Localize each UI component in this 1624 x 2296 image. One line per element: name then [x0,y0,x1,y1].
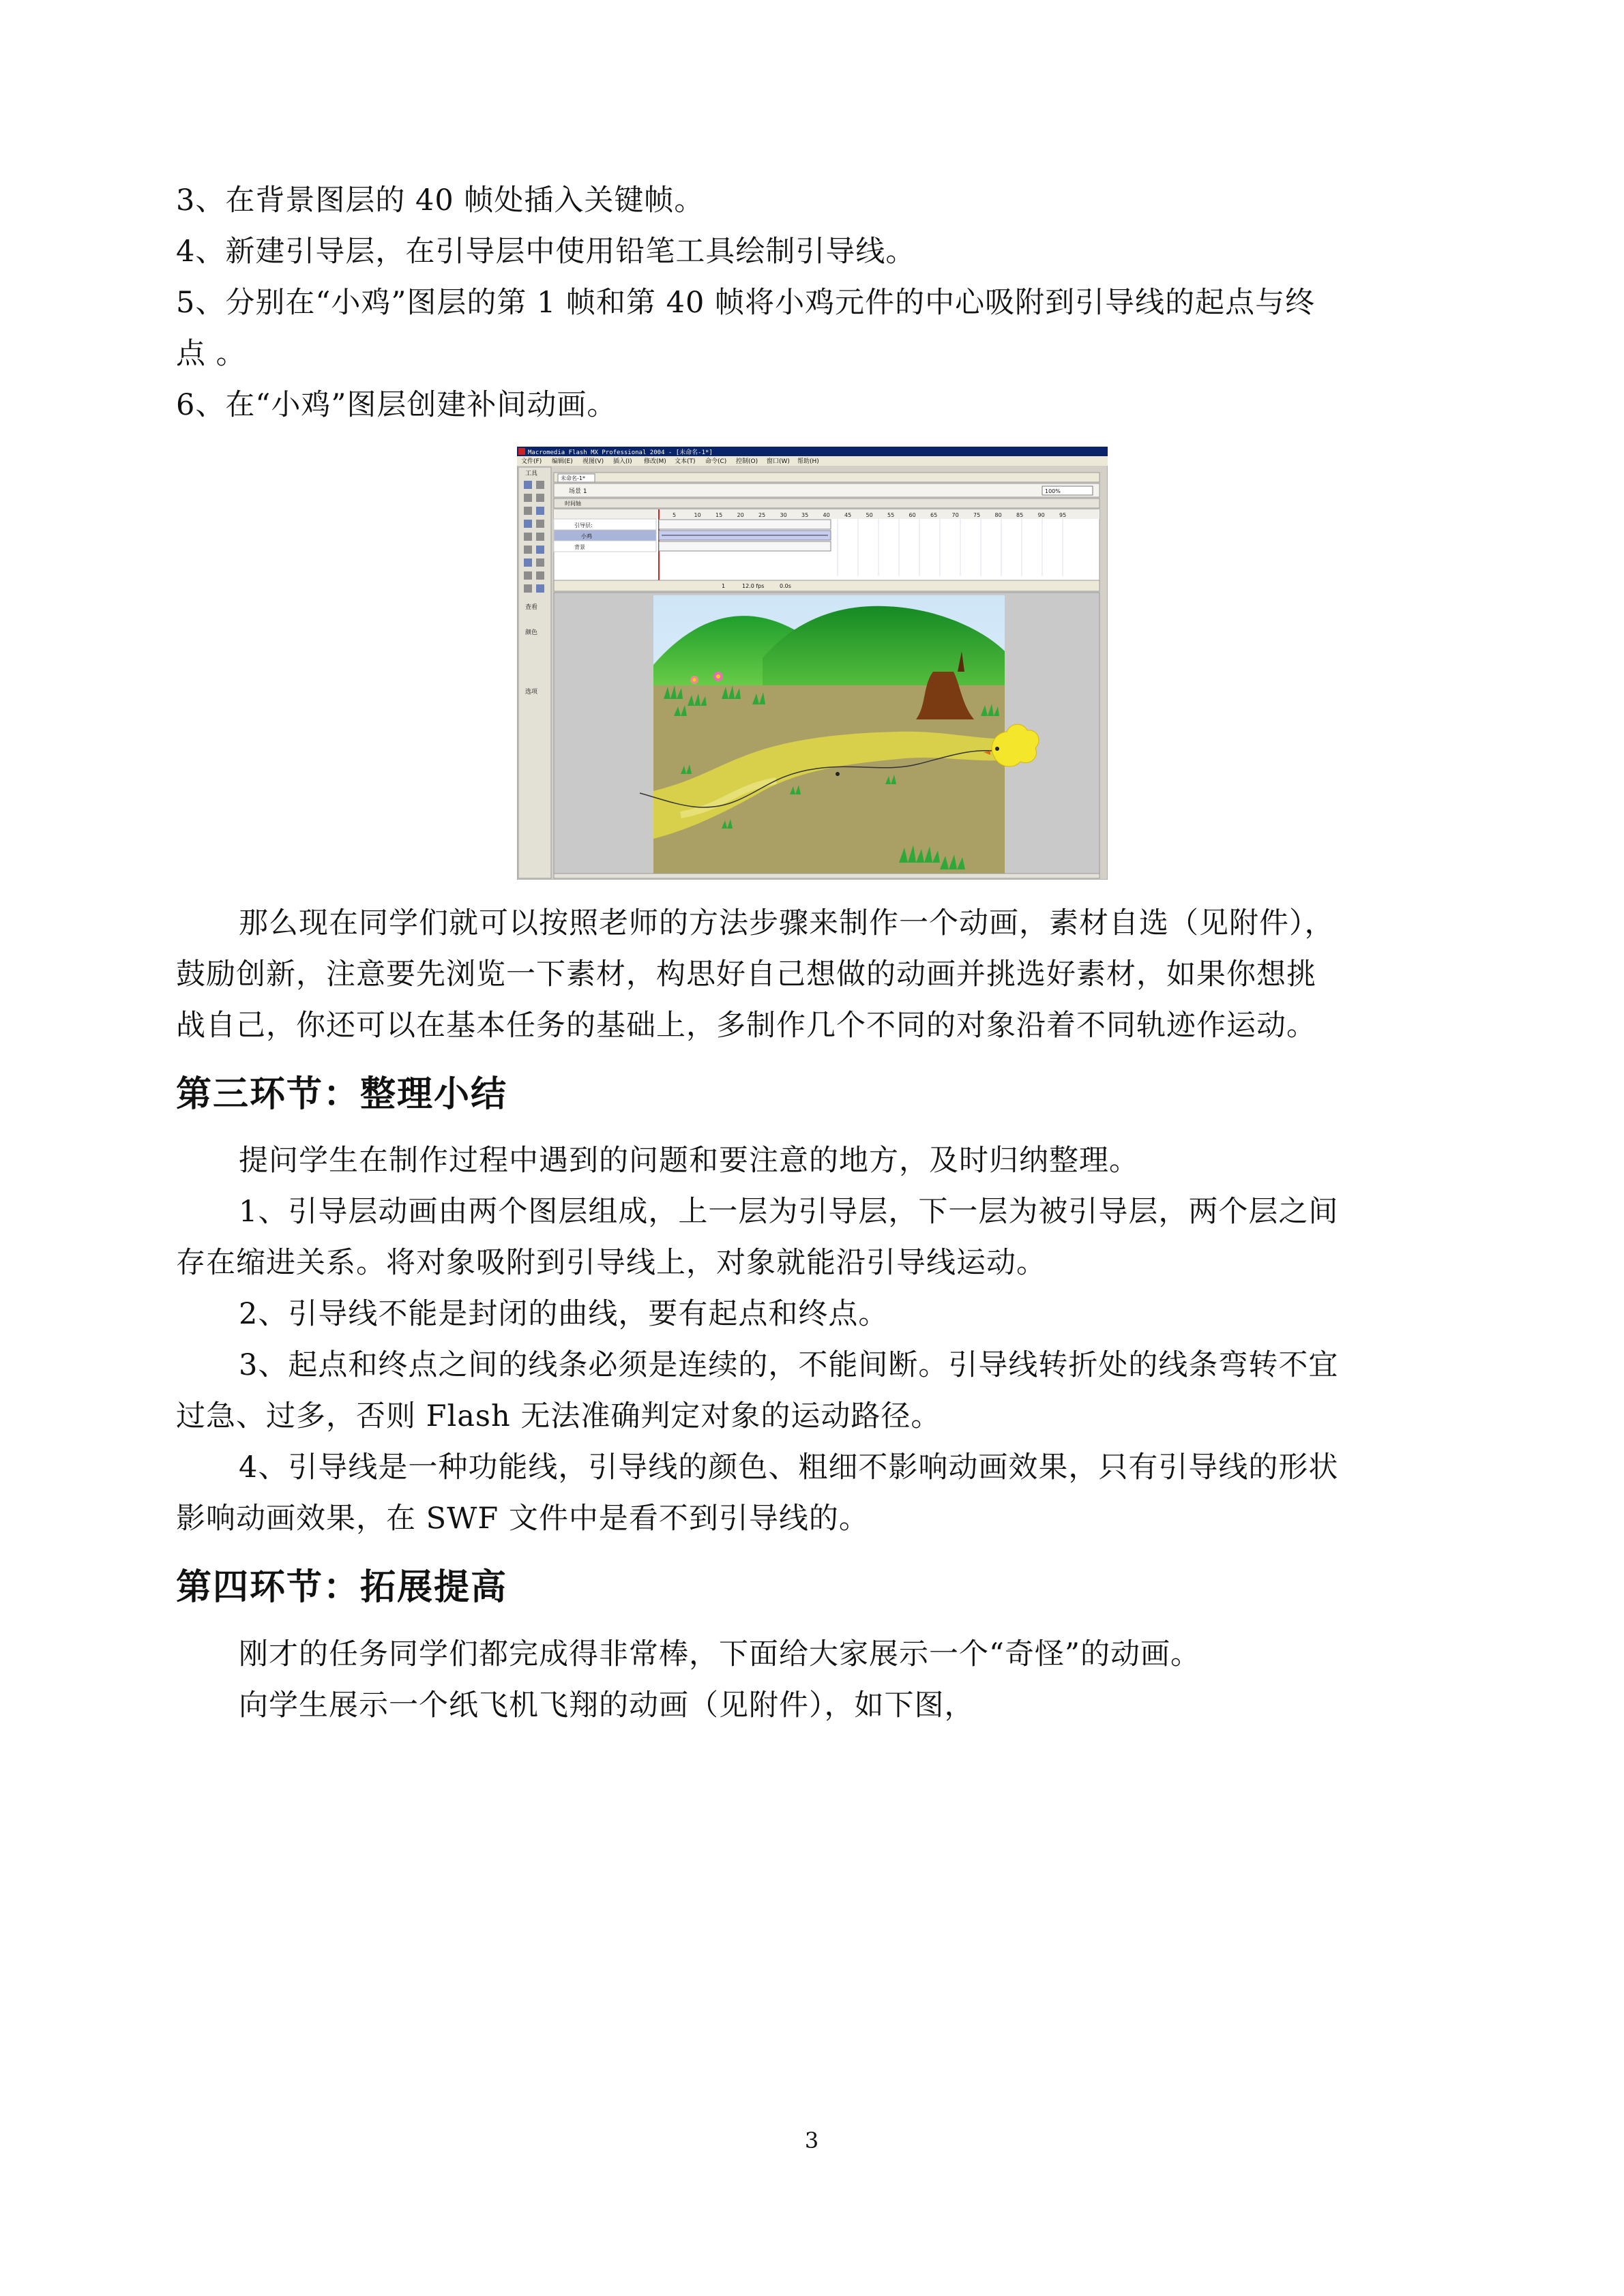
tool-button-icon[interactable] [524,481,532,489]
tool-button-icon[interactable] [536,507,544,515]
zoom-value: 100% [1045,488,1061,494]
layer-row-background[interactable] [554,541,656,552]
tool-button-icon[interactable] [524,520,532,528]
frame-tick-label: 55 [887,512,895,518]
tool-button-icon[interactable] [536,558,544,567]
frame-tick-label: 5 [673,512,677,518]
view-label: 查看 [525,604,538,611]
menu-item[interactable]: 文本(T) [675,458,696,465]
section-4-paragraph-2: 向学生展示一个纸飞机飞翔的动画（见附件），如下图， [239,1688,975,1723]
menu-item[interactable]: 窗口(W) [767,458,790,465]
scene-label: 场景 1 [569,488,587,495]
tool-button-icon[interactable] [524,571,532,580]
tool-button-icon[interactable] [524,507,532,515]
tool-button-icon[interactable] [536,520,544,528]
tool-button-icon[interactable] [536,546,544,554]
tool-button-icon[interactable] [524,584,532,593]
tool-button-icon[interactable] [524,546,532,554]
window-title: Macromedia Flash MX Professional 2004 - [未命名-1*] [528,449,713,456]
stage-scrollbar[interactable] [554,874,1099,878]
section-3-intro: 提问学生在制作过程中遇到的问题和要注意的地方，及时归纳整理。 [239,1144,1139,1178]
tool-button-icon[interactable] [536,571,544,580]
step-5-line-2: 点 。 [176,337,246,371]
chick-instance-center [836,772,840,776]
step-5-line-1: 5、分别在“小鸡”图层的第 1 帧和第 40 帧将小鸡元件的中心吸附到引导线的起点与终 [176,286,1316,320]
paragraph-1-line-2: 鼓励创新，注意要先浏览一下素材，构思好自己想做的动画并挑选好素材，如果你想挑 [176,957,1316,992]
layer-row-guide[interactable] [554,519,656,530]
tool-button-icon[interactable] [536,533,544,541]
step-6: 6、在“小鸡”图层创建补间动画。 [176,388,617,422]
section-3-point-2: 2、引导线不能是封闭的曲线，要有起点和终点。 [239,1297,889,1331]
menu-item[interactable]: 帮助(H) [797,458,819,465]
frames-guide[interactable] [659,520,831,529]
paragraph-1-line-1: 那么现在同学们就可以按照老师的方法步骤来制作一个动画，素材自选（见附件）， [239,906,1335,940]
page-number: 3 [804,2128,819,2153]
frame-tick-label: 70 [951,512,959,518]
step-3: 3、在背景图层的 40 帧处插入关键帧。 [176,183,705,218]
edit-bar [554,483,1099,497]
frame-tick-label: 15 [715,512,723,518]
frame-tick-label: 25 [758,512,766,518]
section-3-point-3-line-1: 3、起点和终点之间的线条必须是连续的，不能间断。引导线转折处的线条弯转不宜 [239,1348,1339,1382]
frame-rate: 12.0 fps [742,583,765,589]
section-4-heading: 第四环节：拓展提高 [176,1567,508,1608]
elapsed-time: 0.0s [780,583,791,589]
tool-button-icon[interactable] [536,584,544,593]
tool-button-icon[interactable] [524,494,532,502]
layer-name-chick: 小鸡 [581,533,592,539]
frame-tick-label: 90 [1037,512,1045,518]
flash-screenshot-figure [517,447,1108,880]
tool-button-icon[interactable] [536,494,544,502]
layer-name-background: 背景 [574,544,585,550]
tool-button-icon[interactable] [524,558,532,567]
section-3-point-4-line-1: 4、引导线是一种功能线，引导线的颜色、粗细不影响动画效果，只有引导线的形状 [239,1450,1339,1485]
tools-label: 工具 [525,471,538,477]
section-3-point-3-line-2: 过急、过多，否则 Flash 无法准确判定对象的运动路径。 [176,1399,941,1433]
tool-button-icon[interactable] [524,533,532,541]
stage-canvas[interactable] [640,595,1039,874]
menu-item[interactable]: 文件(F) [521,458,542,465]
menu-item[interactable]: 控制(O) [736,458,758,465]
menu-item[interactable]: 编辑(E) [552,458,573,465]
frame-tick-label: 35 [801,512,809,518]
frame-tick-label: 45 [844,512,852,518]
section-4-paragraph-1: 刚才的任务同学们都完成得非常棒，下面给大家展示一个“奇怪”的动画。 [239,1637,1200,1671]
options-label: 选项 [525,689,538,696]
timeline-label: 时间轴 [565,501,581,507]
section-3-point-1-line-2: 存在缩进关系。将对象吸附到引导线上，对象就能沿引导线运动。 [176,1246,1046,1280]
menu-item[interactable]: 修改(M) [644,458,666,465]
menu-item[interactable]: 插入(I) [613,458,632,465]
menu-item[interactable]: 命令(C) [705,458,727,465]
step-4: 4、新建引导层，在引导层中使用铅笔工具绘制引导线。 [176,235,916,269]
frame-tick-label: 10 [694,512,701,518]
frame-tick-label: 80 [994,512,1002,518]
layer-row-chick[interactable] [554,530,656,541]
menu-item[interactable]: 视图(V) [582,458,604,465]
current-frame: 1 [722,583,726,589]
section-3-point-1-line-1: 1、引导层动画由两个图层组成，上一层为引导层，下一层为被引导层，两个层之间 [239,1195,1339,1229]
frame-tick-label: 60 [909,512,916,518]
frame-tick-label: 95 [1059,512,1067,518]
section-3-heading: 第三环节：整理小结 [176,1074,508,1115]
flash-app-icon [518,448,525,455]
layer-name-guide: 引导层: [574,522,593,528]
tools-panel [518,467,551,878]
frame-tick-label: 50 [866,512,873,518]
frames-background[interactable] [659,541,831,551]
frame-tick-label: 30 [780,512,787,518]
frame-tick-label: 75 [973,512,981,518]
tool-button-icon[interactable] [536,481,544,489]
paragraph-1-line-3: 战自己，你还可以在基本任务的基础上，多制作几个不同的对象沿着不同轨迹作运动。 [176,1009,1316,1043]
frame-tick-label: 85 [1016,512,1024,518]
section-3-point-4-line-2: 影响动画效果，在 SWF 文件中是看不到引导线的。 [176,1502,869,1536]
document-tab-label: 未命名-1* [561,475,585,481]
frame-tick-label: 40 [823,512,830,518]
colors-label: 颜色 [525,629,538,636]
frame-tick-label: 20 [737,512,744,518]
frame-tick-label: 65 [930,512,938,518]
